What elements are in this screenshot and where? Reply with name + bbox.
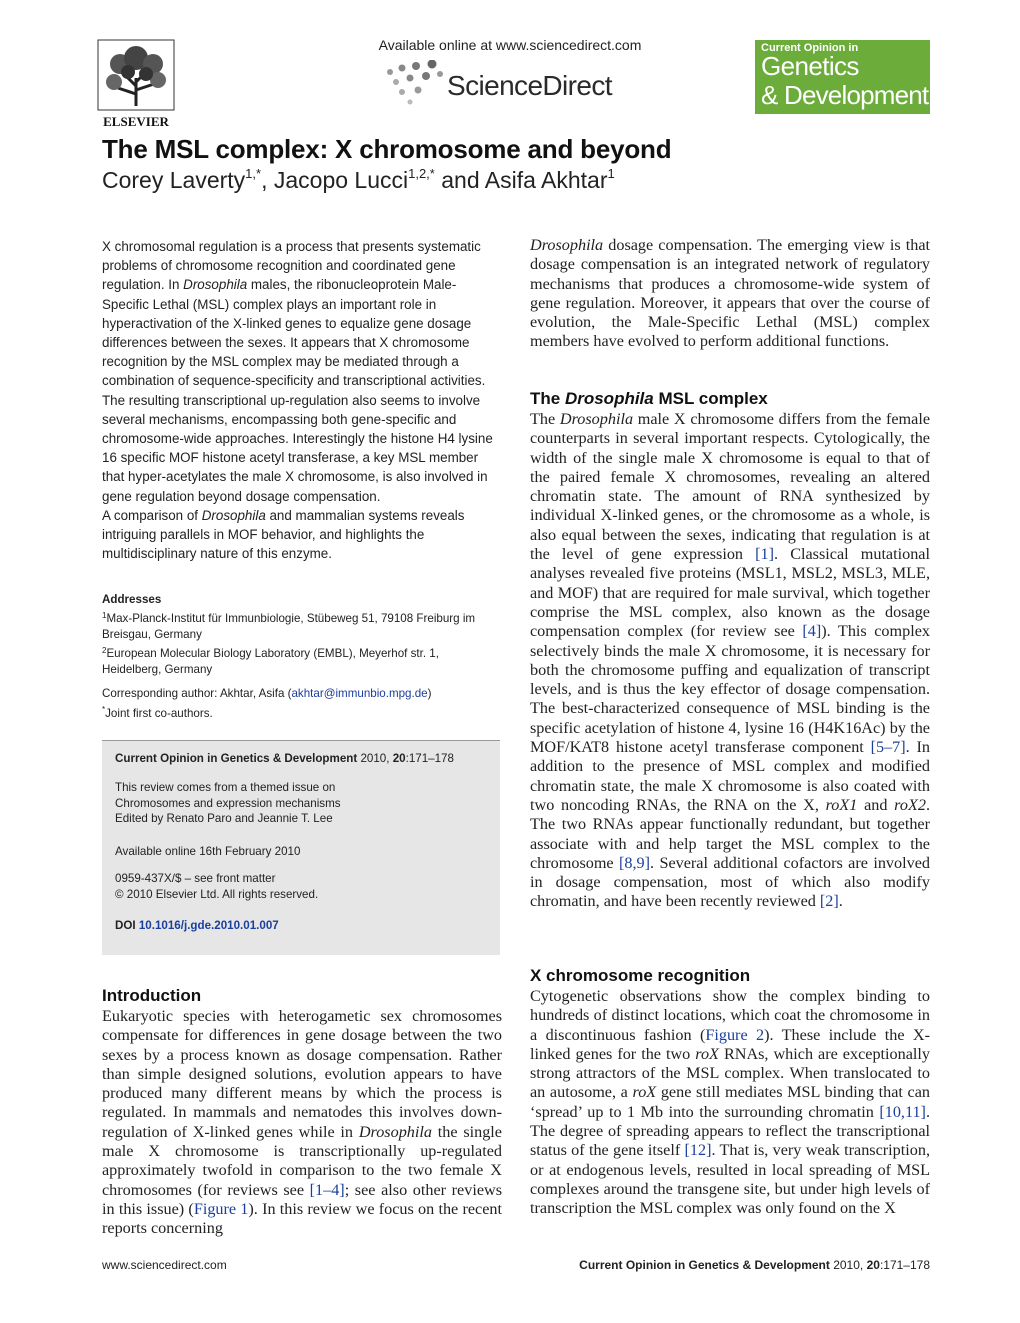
author-list xyxy=(102,166,615,194)
addresses xyxy=(102,592,494,678)
text: Cytogenetic observations show the complex binding to hundreds of distinct locations, which coat the chromosome in a discontinuous fashion ( xyxy=(530,987,930,1044)
sciencedirect-wordmark: ScienceDirect xyxy=(447,70,612,101)
footer-url: www.sciencedirect.com xyxy=(102,1258,227,1272)
abstract-paragraph-2 xyxy=(102,506,494,564)
text: . Several additional cofactors are involved in dosage compensation, most of which also modify chromatin, and have been recently reviewed xyxy=(530,853,930,911)
article-title: The MSL complex: X chromosome and beyond xyxy=(102,134,672,164)
address-1-text: Max-Planck-Institut für Immunbiologie, Stübeweg 51, 79108 Freiburg im Breisgau, Germany xyxy=(102,612,476,641)
text: MSL complex xyxy=(653,389,768,408)
citation-link[interactable]: [2] xyxy=(819,892,839,911)
emphasis: Drosophila xyxy=(559,410,634,428)
emphasis: Drosophila xyxy=(564,389,654,408)
info-citation xyxy=(115,752,454,765)
author-3-affil: 1 xyxy=(607,166,615,181)
text: X chromosomal regulation is a process that presents systematic problems of chromosome recognition and coordinated gene regulation. In xyxy=(102,239,481,293)
text: gene still mediates MSL binding that can ‘spread’ up to 1 Mb into the surrounding chromatin xyxy=(530,1083,930,1121)
footer-volume: 20 xyxy=(866,1258,880,1272)
emphasis: roX xyxy=(632,1083,657,1102)
text: The xyxy=(530,410,560,428)
abstract-paragraph-1 xyxy=(102,237,494,506)
citation-link[interactable]: [1] xyxy=(755,545,775,564)
section-heading-introduction: Introduction xyxy=(102,986,202,1005)
msl-complex-paragraph xyxy=(530,410,930,912)
figure-link[interactable]: Figure 1 xyxy=(193,1199,249,1218)
journal-logo-line2: Genetics xyxy=(761,51,859,81)
text: ). This complex selectively binds the male X chromosome, it is necessary for both the chromosome puffing and equalization of transcript levels, and is thus the key effector of dosage compensation. The best-characterized consequence of MSL binding is the specific acetylation of histone 4, lysine 16 (H4K16Ac) by the MOF/KAT8 histone acetyl transferase component xyxy=(530,622,930,757)
info-volume: 20 xyxy=(392,752,406,765)
info-issn: 0959-437X/$ – see front matter xyxy=(115,872,276,885)
text: male X chromosome differs from the female counterparts in several important respects. Cytologically, the width of the single male X chromosome is equal to that of the paired female X chromosomes, revealing an altered chromatin state. The amount of RNA synthesized by individual X-linked genes, or the chromosome as a whole, is also equal between the sexes, indicating that regulation is at the level of gene expression xyxy=(530,410,931,564)
section-heading-msl-complex xyxy=(530,389,768,409)
available-online: Available online at www.sciencedirect.com xyxy=(378,37,642,53)
joint-authors-note xyxy=(102,702,494,722)
emphasis: roX1 xyxy=(825,795,858,814)
text: . In addition to the presence of MSL complex and modified chromatin state, the male X chromosome is also coated with two noncoding RNAs, the RNA on the X, xyxy=(530,738,930,814)
info-journal: Current Opinion in Genetics & Development xyxy=(115,752,358,765)
correspondence xyxy=(102,686,494,722)
text: Joint first co-authors. xyxy=(105,706,213,720)
addresses-heading: Addresses xyxy=(102,593,162,606)
email-link[interactable]: akhtar@immunbio.mpg.de xyxy=(291,687,428,700)
info-doi xyxy=(115,919,279,932)
author-sep: , xyxy=(261,167,274,193)
text: 2010 Elsevier Ltd. All rights reserved. xyxy=(123,888,319,901)
info-theme-title: Chromosomes and expression mechanisms xyxy=(115,797,341,810)
author-3: Asifa Akhtar xyxy=(484,167,608,193)
citation-link[interactable]: [4] xyxy=(802,622,822,641)
sciencedirect-dots-icon xyxy=(380,60,450,110)
citation-link[interactable]: [8,9] xyxy=(619,853,651,872)
text: and xyxy=(857,795,895,814)
emphasis: Drosophila xyxy=(358,1122,432,1141)
text: ). These include the X-linked genes for the two xyxy=(530,1025,931,1063)
corresponding-author xyxy=(102,686,494,702)
author-1-affil: 1,* xyxy=(245,166,262,181)
citation-link[interactable]: [12] xyxy=(684,1141,712,1160)
citation-link[interactable]: [5–7] xyxy=(870,738,906,757)
footer-year: 2010, xyxy=(829,1258,867,1272)
text: . Classical mutational analyses revealed five proteins (MSL1, MSL2, MSL3, MLE, and MOF) that are required for male survival, which together comprise the MSL complex, also known as the dosage compensation complex (for review see xyxy=(530,545,930,641)
text: Eukaryotic species with heterogametic sex chromosomes compensate for differences in gene dosage between the two sexes by a process known as dosage compensation. Rather than simple designed solutions, evolution appears to have produced many different means by which the process is regulated. In mammals and nematodes this involves down-regulation of X-linked genes while in xyxy=(102,1007,502,1141)
author-2: Jacopo Lucci xyxy=(273,167,409,193)
introduction-paragraph xyxy=(102,1007,502,1239)
text: . The two RNAs appear functionally redundant, but together associate with and help target the MSL complex to the chromosome xyxy=(530,795,930,872)
footer-journal: Current Opinion in Genetics & Development xyxy=(579,1258,830,1272)
emphasis: Drosophila xyxy=(183,277,248,293)
author-2-affil: 1,2,* xyxy=(408,166,435,181)
address-2 xyxy=(102,643,494,678)
emphasis: Drosophila xyxy=(201,507,266,523)
text: ; see also other reviews in this issue) ( xyxy=(102,1180,502,1218)
text: RNAs, which are exceptionally strong attractors of the MSL complex. When translocated to an autosome, a xyxy=(530,1044,931,1102)
text: ). In this review we focus on the recent reports concerning xyxy=(102,1199,502,1238)
text: males, the ribonucleoprotein Male-Specific Lethal (MSL) complex plays an important role in hyperactivation of the X-linked genes to equalize gene dosage differences between the sexes. It appears that X chromosome recognition by the MSL complex may be mediated through a combination of sequence-specificity and transcriptional activities. The resulting transcriptional up-regulation also seems to involve several mechanisms, encompassing both gene-specific and chromosome-wide approaches. Interestingly the histone H4 lysine 16 specific MOF histone acetyl transferase, a key MSL member that hyper-acetylates the male X chromosome, is also involved in gene regulation beyond dosage compensation. xyxy=(102,277,493,504)
info-theme-line: This review comes from a themed issue on xyxy=(115,781,336,794)
copyright-icon: © xyxy=(115,888,124,901)
text: . That is, very weak transcription, or at endogenous levels, resulted in local spreading of MSL complexes around the transgene site, but under high levels of transcription the MSL complex was only found on the X xyxy=(530,1141,931,1218)
info-year: 2010, xyxy=(357,752,393,765)
address-1-num: 1 xyxy=(102,611,107,620)
figure-link[interactable]: Figure 2 xyxy=(705,1025,765,1044)
address-2-text: European Molecular Biology Laboratory (EMBL), Meyerhof str. 1, Heidelberg, Germany xyxy=(102,647,439,676)
info-copyright xyxy=(115,888,318,901)
text: ) xyxy=(427,687,432,700)
abstract xyxy=(102,237,494,563)
emphasis: Drosophila xyxy=(530,236,604,254)
elsevier-tree-icon xyxy=(96,38,176,130)
footer-pages: :171–178 xyxy=(879,1258,930,1272)
text: the single male X chromosome is transcriptionally up-regulated approximately twofold in comparison to the two female X chromosomes (for reviews see xyxy=(102,1122,502,1199)
elsevier-wordmark: ELSEVIER xyxy=(103,114,169,129)
citation-link[interactable]: [1–4] xyxy=(309,1180,345,1199)
journal-logo-line3: & Development xyxy=(761,80,929,110)
article-info-box xyxy=(102,740,500,955)
text: . xyxy=(838,892,843,911)
citation-link[interactable]: [10,11] xyxy=(879,1102,926,1121)
text: and mammalian systems reveals intriguing parallels in MOF behavior, and highlights the multidisciplinary nature of this enzyme. xyxy=(102,507,465,562)
info-pages: :171–178 xyxy=(405,752,454,765)
doi-label: DOI xyxy=(115,919,139,932)
journal-logo-line1: Current Opinion in xyxy=(761,42,859,54)
text: dosage compensation. The emerging view is that dosage compensation is an integrated network of regulatory mechanisms that produces a chromosome-wide system of gene regulation. Moreover, it appears that over the course of evolution, the Male-Specific Lethal (MSL) complex members have evolved to perform additional functions. xyxy=(530,236,930,351)
right-paragraph-1 xyxy=(530,236,930,352)
text: A comparison of xyxy=(102,507,202,523)
author-sep: and xyxy=(434,167,485,193)
emphasis: roX2 xyxy=(894,795,926,814)
text: The xyxy=(530,389,565,408)
footer-citation xyxy=(579,1258,930,1272)
info-editors: Edited by Renato Paro and Jeannie T. Lee xyxy=(115,812,333,825)
address-2-num: 2 xyxy=(102,646,107,655)
text: Corresponding author: Akhtar, Asifa ( xyxy=(102,687,292,700)
journal-logo xyxy=(755,40,930,114)
info-available: Available online 16th February 2010 xyxy=(115,845,301,858)
elsevier-logo xyxy=(96,38,176,130)
emphasis: roX xyxy=(695,1044,719,1063)
section-heading-x-recognition: X chromosome recognition xyxy=(530,966,751,985)
author-1: Corey Laverty xyxy=(102,167,246,193)
x-recognition-paragraph xyxy=(530,987,930,1219)
address-1 xyxy=(102,608,494,643)
star: * xyxy=(102,705,106,714)
doi-link[interactable]: 10.1016/j.gde.2010.01.007 xyxy=(138,919,279,932)
text: . The degree of spreading appears to reflect the transcriptional status of the gene itself xyxy=(530,1102,930,1160)
